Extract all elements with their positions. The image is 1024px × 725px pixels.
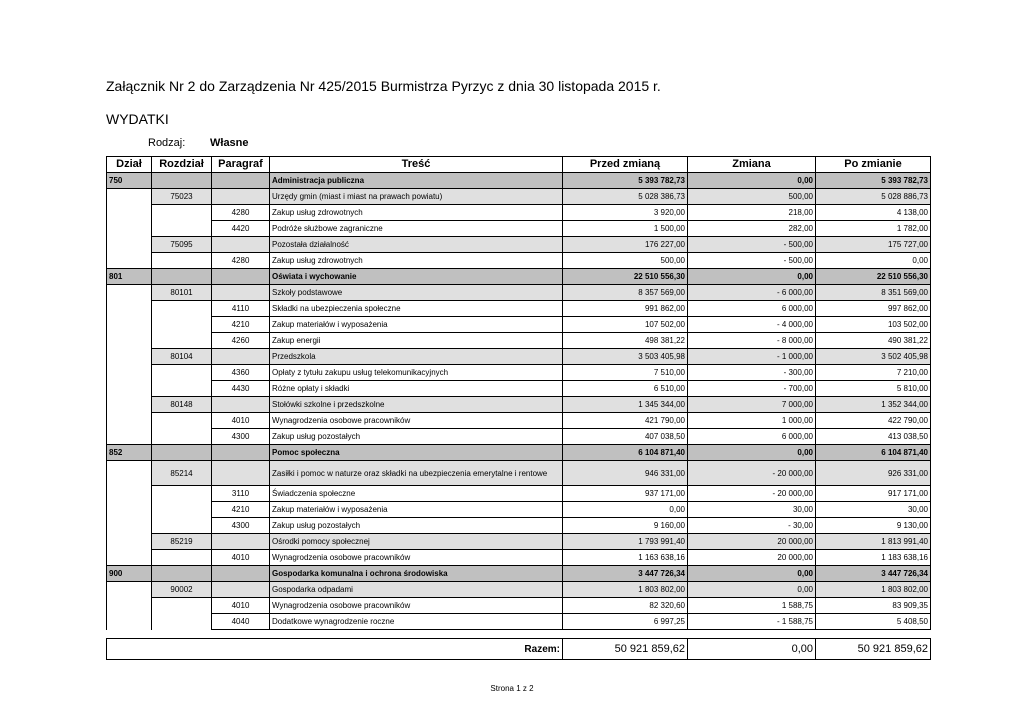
cell-tresc: Podróże służbowe zagraniczne (270, 221, 563, 237)
cell-po: 997 862,00 (816, 301, 931, 317)
cell-po: 5 810,00 (816, 381, 931, 397)
cell-po: 1 782,00 (816, 221, 931, 237)
cell-przed: 0,00 (563, 502, 688, 518)
cell-przed: 991 862,00 (563, 301, 688, 317)
table-row (107, 285, 931, 301)
cell-tresc: Różne opłaty i składki (270, 381, 563, 397)
cell-zmiana: 282,00 (688, 221, 816, 237)
cell-przed: 3 920,00 (563, 205, 688, 221)
cell-przed: 176 227,00 (563, 237, 688, 253)
cell-tresc: Oświata i wychowanie (270, 269, 563, 285)
cell-tresc: Zakup usług pozostałych (270, 429, 563, 445)
cell-paragraf (212, 582, 270, 598)
table-row (107, 301, 931, 317)
cell-tresc: Świadczenia społeczne (270, 486, 563, 502)
cell-rozdzial (152, 614, 212, 630)
cell-zmiana: 30,00 (688, 502, 816, 518)
cell-zmiana: - 1 000,00 (688, 349, 816, 365)
table-row (107, 205, 931, 221)
cell-dzial (107, 253, 152, 269)
cell-dzial (107, 413, 152, 429)
cell-dzial (107, 365, 152, 381)
cell-po: 1 183 638,16 (816, 550, 931, 566)
cell-zmiana: 20 000,00 (688, 534, 816, 550)
cell-przed: 1 163 638,16 (563, 550, 688, 566)
total-label: Razem: (107, 639, 563, 660)
cell-paragraf (212, 566, 270, 582)
cell-paragraf (212, 349, 270, 365)
cell-paragraf: 4260 (212, 333, 270, 349)
cell-tresc: Zakup usług zdrowotnych (270, 253, 563, 269)
cell-tresc: Gospodarka komunalna i ochrona środowiska (270, 566, 563, 582)
table-row (107, 221, 931, 237)
cell-przed: 5 028 386,73 (563, 189, 688, 205)
cell-zmiana: 218,00 (688, 205, 816, 221)
cell-po: 175 727,00 (816, 237, 931, 253)
table-row (107, 598, 931, 614)
table-row (107, 534, 931, 550)
cell-paragraf (212, 173, 270, 189)
cell-przed: 9 160,00 (563, 518, 688, 534)
cell-tresc: Składki na ubezpieczenia społeczne (270, 301, 563, 317)
document-title: Załącznik Nr 2 do Zarządzenia Nr 425/2015 Burmistrza Pyrzyc z dnia 30 listopada 2015 r. (106, 78, 661, 94)
cell-dzial (107, 317, 152, 333)
cell-zmiana: - 20 000,00 (688, 461, 816, 486)
cell-tresc: Szkoły podstawowe (270, 285, 563, 301)
cell-przed: 407 038,50 (563, 429, 688, 445)
cell-dzial (107, 461, 152, 486)
table-row (107, 349, 931, 365)
table-row (107, 317, 931, 333)
cell-zmiana: - 4 000,00 (688, 317, 816, 333)
cell-zmiana: 20 000,00 (688, 550, 816, 566)
cell-po: 3 502 405,98 (816, 349, 931, 365)
cell-rozdzial (152, 221, 212, 237)
cell-po: 413 038,50 (816, 429, 931, 445)
cell-dzial: 801 (107, 269, 152, 285)
cell-paragraf: 4300 (212, 518, 270, 534)
cell-przed: 6 104 871,40 (563, 445, 688, 461)
cell-paragraf: 4280 (212, 205, 270, 221)
page-footer: Strona 1 z 2 (490, 684, 534, 693)
cell-tresc: Opłaty z tytułu zakupu usług telekomunikacyjnych (270, 365, 563, 381)
cell-paragraf (212, 189, 270, 205)
cell-po: 1 352 344,00 (816, 397, 931, 413)
cell-tresc: Administracja publiczna (270, 173, 563, 189)
table-body (107, 173, 931, 630)
header-paragraf: Paragraf (212, 157, 270, 173)
cell-rozdzial (152, 317, 212, 333)
header-tresc: Treść (270, 157, 563, 173)
table-row (107, 486, 931, 502)
cell-paragraf: 4040 (212, 614, 270, 630)
cell-przed: 6 997,25 (563, 614, 688, 630)
cell-paragraf: 4110 (212, 301, 270, 317)
cell-przed: 82 320,60 (563, 598, 688, 614)
cell-przed: 8 357 569,00 (563, 285, 688, 301)
cell-paragraf: 4430 (212, 381, 270, 397)
table-row (107, 333, 931, 349)
cell-zmiana: - 30,00 (688, 518, 816, 534)
cell-przed: 3 447 726,34 (563, 566, 688, 582)
total-row (107, 639, 931, 660)
cell-przed: 500,00 (563, 253, 688, 269)
cell-zmiana: 0,00 (688, 566, 816, 582)
cell-dzial: 750 (107, 173, 152, 189)
cell-paragraf: 4010 (212, 550, 270, 566)
cell-tresc: Ośrodki pomocy społecznej (270, 534, 563, 550)
table-row (107, 518, 931, 534)
table-row (107, 365, 931, 381)
cell-zmiana: 1 000,00 (688, 413, 816, 429)
cell-rozdzial (152, 566, 212, 582)
table-row (107, 237, 931, 253)
cell-po: 1 813 991,40 (816, 534, 931, 550)
cell-rozdzial (152, 381, 212, 397)
cell-zmiana: 6 000,00 (688, 301, 816, 317)
cell-po: 83 909,35 (816, 598, 931, 614)
cell-rozdzial (152, 502, 212, 518)
cell-rozdzial: 75023 (152, 189, 212, 205)
table-row (107, 253, 931, 269)
cell-przed: 1 345 344,00 (563, 397, 688, 413)
cell-po: 7 210,00 (816, 365, 931, 381)
cell-rozdzial (152, 518, 212, 534)
total-zmiana: 0,00 (688, 639, 816, 660)
cell-po: 490 381,22 (816, 333, 931, 349)
expenses-table (106, 156, 931, 630)
cell-paragraf (212, 269, 270, 285)
cell-paragraf (212, 397, 270, 413)
cell-zmiana: - 500,00 (688, 253, 816, 269)
cell-paragraf (212, 445, 270, 461)
cell-rozdzial (152, 429, 212, 445)
cell-rozdzial (152, 413, 212, 429)
cell-zmiana: 0,00 (688, 269, 816, 285)
cell-przed: 946 331,00 (563, 461, 688, 486)
cell-zmiana: - 20 000,00 (688, 486, 816, 502)
cell-rozdzial (152, 550, 212, 566)
cell-po: 8 351 569,00 (816, 285, 931, 301)
cell-rozdzial (152, 486, 212, 502)
cell-tresc: Zakup materiałów i wyposażenia (270, 317, 563, 333)
cell-paragraf: 4010 (212, 598, 270, 614)
cell-zmiana: - 500,00 (688, 237, 816, 253)
cell-zmiana: - 8 000,00 (688, 333, 816, 349)
cell-dzial (107, 381, 152, 397)
cell-paragraf: 4010 (212, 413, 270, 429)
cell-paragraf (212, 285, 270, 301)
total-table (106, 638, 931, 660)
cell-tresc: Dodatkowe wynagrodzenie roczne (270, 614, 563, 630)
cell-zmiana: 0,00 (688, 445, 816, 461)
cell-tresc: Zasiłki i pomoc w naturze oraz składki na ubezpieczenia emerytalne i rentowe (270, 461, 563, 486)
cell-tresc: Wynagrodzenia osobowe pracowników (270, 550, 563, 566)
cell-paragraf (212, 534, 270, 550)
cell-po: 5 408,50 (816, 614, 931, 630)
cell-tresc: Wynagrodzenia osobowe pracowników (270, 413, 563, 429)
cell-rozdzial: 75095 (152, 237, 212, 253)
cell-rozdzial (152, 173, 212, 189)
cell-rozdzial: 90002 (152, 582, 212, 598)
header-dzial: Dział (107, 157, 152, 173)
table-header-row (107, 157, 931, 173)
cell-przed: 1 803 802,00 (563, 582, 688, 598)
cell-tresc: Zakup energii (270, 333, 563, 349)
cell-paragraf: 4420 (212, 221, 270, 237)
cell-po: 926 331,00 (816, 461, 931, 486)
cell-dzial (107, 333, 152, 349)
cell-dzial: 852 (107, 445, 152, 461)
cell-przed: 498 381,22 (563, 333, 688, 349)
cell-przed: 22 510 556,30 (563, 269, 688, 285)
cell-po: 9 130,00 (816, 518, 931, 534)
cell-zmiana: 0,00 (688, 173, 816, 189)
cell-zmiana: - 300,00 (688, 365, 816, 381)
cell-rozdzial: 85214 (152, 461, 212, 486)
cell-dzial (107, 349, 152, 365)
cell-zmiana: - 700,00 (688, 381, 816, 397)
cell-przed: 7 510,00 (563, 365, 688, 381)
cell-zmiana: 500,00 (688, 189, 816, 205)
cell-tresc: Pozostała działalność (270, 237, 563, 253)
table-row (107, 445, 931, 461)
cell-po: 917 171,00 (816, 486, 931, 502)
cell-przed: 107 502,00 (563, 317, 688, 333)
header-przed: Przed zmianą (563, 157, 688, 173)
cell-tresc: Stołówki szkolne i przedszkolne (270, 397, 563, 413)
cell-tresc: Zakup materiałów i wyposażenia (270, 502, 563, 518)
cell-po: 1 803 802,00 (816, 582, 931, 598)
table-row (107, 582, 931, 598)
total-po: 50 921 859,62 (816, 639, 931, 660)
table-row (107, 173, 931, 189)
cell-przed: 1 793 991,40 (563, 534, 688, 550)
cell-rozdzial (152, 205, 212, 221)
cell-dzial (107, 614, 152, 630)
cell-zmiana: - 1 588,75 (688, 614, 816, 630)
cell-dzial (107, 550, 152, 566)
header-zmiana: Zmiana (688, 157, 816, 173)
cell-przed: 5 393 782,73 (563, 173, 688, 189)
cell-dzial (107, 301, 152, 317)
cell-zmiana: 1 588,75 (688, 598, 816, 614)
table-row (107, 614, 931, 630)
cell-przed: 1 500,00 (563, 221, 688, 237)
cell-dzial (107, 429, 152, 445)
cell-paragraf: 4300 (212, 429, 270, 445)
cell-dzial (107, 221, 152, 237)
cell-zmiana: 0,00 (688, 582, 816, 598)
cell-tresc: Wynagrodzenia osobowe pracowników (270, 598, 563, 614)
cell-po: 22 510 556,30 (816, 269, 931, 285)
cell-dzial (107, 502, 152, 518)
table-row (107, 413, 931, 429)
cell-dzial (107, 237, 152, 253)
cell-przed: 937 171,00 (563, 486, 688, 502)
cell-zmiana: 6 000,00 (688, 429, 816, 445)
cell-rozdzial: 80104 (152, 349, 212, 365)
cell-dzial (107, 205, 152, 221)
cell-tresc: Zakup usług pozostałych (270, 518, 563, 534)
cell-po: 422 790,00 (816, 413, 931, 429)
cell-tresc: Pomoc społeczna (270, 445, 563, 461)
cell-po: 5 028 886,73 (816, 189, 931, 205)
cell-tresc: Urzędy gmin (miast i miast na prawach powiatu) (270, 189, 563, 205)
cell-tresc: Zakup usług zdrowotnych (270, 205, 563, 221)
cell-paragraf (212, 237, 270, 253)
table-row (107, 189, 931, 205)
table-row (107, 381, 931, 397)
cell-rozdzial (152, 301, 212, 317)
cell-po: 6 104 871,40 (816, 445, 931, 461)
total-przed: 50 921 859,62 (563, 639, 688, 660)
cell-rozdzial (152, 598, 212, 614)
cell-po: 4 138,00 (816, 205, 931, 221)
rodzaj-label: Rodzaj: (148, 137, 186, 149)
cell-po: 5 393 782,73 (816, 173, 931, 189)
section-heading: WYDATKI (106, 111, 169, 127)
cell-tresc: Przedszkola (270, 349, 563, 365)
cell-dzial (107, 518, 152, 534)
header-rozdzial: Rozdział (152, 157, 212, 173)
table-row (107, 269, 931, 285)
cell-przed: 3 503 405,98 (563, 349, 688, 365)
cell-paragraf: 4360 (212, 365, 270, 381)
cell-rozdzial (152, 445, 212, 461)
cell-rozdzial (152, 269, 212, 285)
cell-paragraf (212, 461, 270, 486)
cell-dzial (107, 582, 152, 598)
table-row (107, 429, 931, 445)
cell-rozdzial (152, 333, 212, 349)
cell-paragraf: 4210 (212, 317, 270, 333)
table-row (107, 550, 931, 566)
cell-dzial (107, 189, 152, 205)
cell-rozdzial: 80101 (152, 285, 212, 301)
cell-dzial: 900 (107, 566, 152, 582)
cell-rozdzial (152, 253, 212, 269)
cell-dzial (107, 534, 152, 550)
rodzaj-value: Własne (210, 137, 249, 149)
cell-zmiana: - 6 000,00 (688, 285, 816, 301)
cell-dzial (107, 285, 152, 301)
table-row (107, 461, 931, 486)
cell-paragraf: 4210 (212, 502, 270, 518)
cell-paragraf: 4280 (212, 253, 270, 269)
cell-rozdzial: 85219 (152, 534, 212, 550)
table-row (107, 566, 931, 582)
cell-po: 3 447 726,34 (816, 566, 931, 582)
cell-paragraf: 3110 (212, 486, 270, 502)
table-row (107, 397, 931, 413)
cell-zmiana: 7 000,00 (688, 397, 816, 413)
header-po: Po zmianie (816, 157, 931, 173)
table-row (107, 502, 931, 518)
cell-rozdzial: 80148 (152, 397, 212, 413)
cell-dzial (107, 397, 152, 413)
cell-po: 0,00 (816, 253, 931, 269)
cell-dzial (107, 598, 152, 614)
cell-przed: 421 790,00 (563, 413, 688, 429)
cell-rozdzial (152, 365, 212, 381)
cell-tresc: Gospodarka odpadami (270, 582, 563, 598)
cell-dzial (107, 486, 152, 502)
cell-po: 103 502,00 (816, 317, 931, 333)
cell-po: 30,00 (816, 502, 931, 518)
cell-przed: 6 510,00 (563, 381, 688, 397)
